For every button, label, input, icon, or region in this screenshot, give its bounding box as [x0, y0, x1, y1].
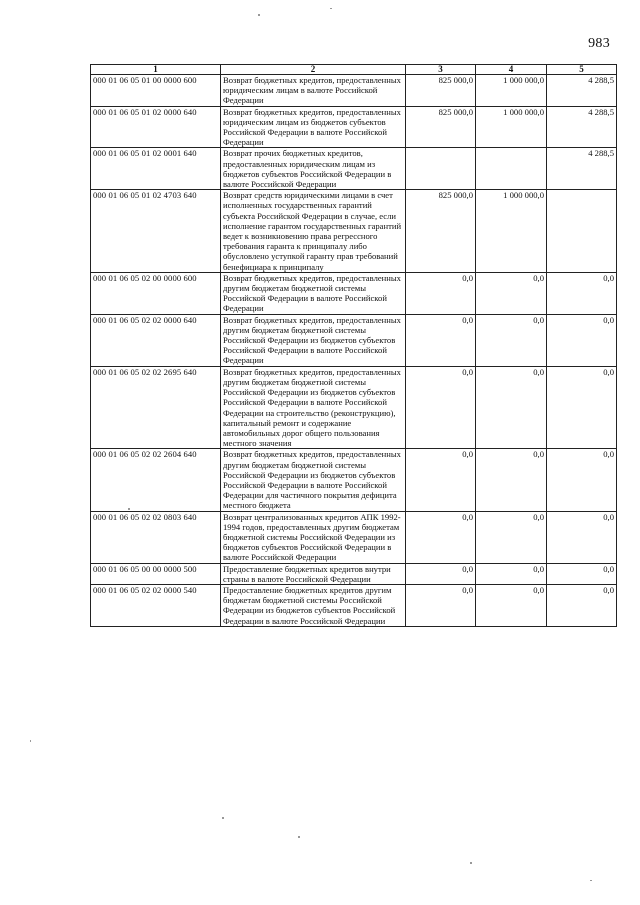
table-row	[91, 272, 617, 314]
budget-code: 000 01 06 05 01 02 0000 640	[91, 106, 221, 148]
budget-item-name: Возврат бюджетных кредитов, предоставленных другим бюджетам бюджетной системы Российской Федерации из бюджетов субъектов Российской Федерации в валюте Российской Федерации для частичного покрытия дефицита местного бюджета	[221, 449, 406, 511]
budget-code: 000 01 06 05 02 02 2604 640	[91, 449, 221, 511]
amount-col-5: 4 288,5	[547, 75, 617, 107]
budget-item-name: Возврат централизованных кредитов АПК 1992-1994 годов, предоставленных другим бюджетам бюджетной системы Российской Федерации из бюджетов субъектов Российской Федерации в валюте Российской Федерации	[221, 511, 406, 563]
scan-speck	[222, 817, 224, 819]
budget-code: 000 01 06 05 02 02 0000 540	[91, 584, 221, 626]
column-header-2: 2	[221, 65, 406, 75]
budget-item-name: Возврат бюджетных кредитов, предоставленных другим бюджетам бюджетной системы Российской Федерации из бюджетов субъектов Российской Федерации в валюте Российской Федерации	[221, 314, 406, 366]
amount-col-3: 825 000,0	[406, 106, 476, 148]
table-row	[91, 511, 617, 563]
scan-speck	[258, 14, 260, 16]
scan-speck	[590, 880, 592, 881]
budget-code: 000 01 06 05 01 00 0000 600	[91, 75, 221, 107]
amount-col-3: 0,0	[406, 511, 476, 563]
table-row	[91, 75, 617, 107]
column-header-3: 3	[406, 65, 476, 75]
scan-speck	[298, 836, 300, 838]
budget-code: 000 01 06 05 01 02 0001 640	[91, 148, 221, 190]
budget-code: 000 01 06 05 02 02 0000 640	[91, 314, 221, 366]
table-row	[91, 366, 617, 449]
amount-col-4: 0,0	[476, 272, 547, 314]
budget-code: 000 01 06 05 02 00 0000 600	[91, 272, 221, 314]
amount-col-5: 0,0	[547, 314, 617, 366]
amount-col-5	[547, 190, 617, 273]
amount-col-3: 825 000,0	[406, 190, 476, 273]
budget-item-name: Возврат бюджетных кредитов, предоставленных другим бюджетам бюджетной системы Российской Федерации в валюте Российской Федерации	[221, 272, 406, 314]
amount-col-4: 0,0	[476, 366, 547, 449]
amount-col-3: 825 000,0	[406, 75, 476, 107]
budget-item-name: Возврат бюджетных кредитов, предоставленных юридическим лицам из бюджетов субъектов Российской Федерации в валюте Российской Федерации	[221, 106, 406, 148]
amount-col-3: 0,0	[406, 314, 476, 366]
amount-col-4: 0,0	[476, 314, 547, 366]
budget-item-name: Возврат бюджетных кредитов, предоставленных юридическим лицам в валюте Российской Федерации	[221, 75, 406, 107]
table-row	[91, 314, 617, 366]
budget-code: 000 01 06 05 02 02 2695 640	[91, 366, 221, 449]
amount-col-3	[406, 148, 476, 190]
budget-item-name: Предоставление бюджетных кредитов другим бюджетам бюджетной системы Российской Федерации из бюджетов субъектов Российской Федерации в валюте Российской Федерации	[221, 584, 406, 626]
amount-col-4: 1 000 000,0	[476, 75, 547, 107]
table-row	[91, 148, 617, 190]
amount-col-4: 0,0	[476, 563, 547, 584]
amount-col-5: 0,0	[547, 511, 617, 563]
amount-col-5: 0,0	[547, 563, 617, 584]
scan-speck	[128, 508, 130, 510]
amount-col-4: 1 000 000,0	[476, 106, 547, 148]
scan-speck	[30, 740, 31, 742]
amount-col-4: 1 000 000,0	[476, 190, 547, 273]
table-row	[91, 190, 617, 273]
amount-col-4	[476, 148, 547, 190]
amount-col-4: 0,0	[476, 511, 547, 563]
budget-item-name: Возврат средств юридическими лицами в счет исполненных государственных гарантий субъекта Российской Федерации в случае, если исполнение гарантом государственных гарантий ведет к возникновению права регрессного требования гаранта к принципалу либо обусловлено уступкой гаранту прав требований бенефициара к принципалу	[221, 190, 406, 273]
amount-col-5: 4 288,5	[547, 148, 617, 190]
budget-code: 000 01 06 05 02 02 0803 640	[91, 511, 221, 563]
amount-col-4: 0,0	[476, 449, 547, 511]
budget-item-name: Возврат прочих бюджетных кредитов, предоставленных юридическим лицам из бюджетов субъектов Российской Федерации в валюте Российской Федерации	[221, 148, 406, 190]
amount-col-5: 0,0	[547, 366, 617, 449]
amount-col-4: 0,0	[476, 584, 547, 626]
amount-col-5: 0,0	[547, 449, 617, 511]
amount-col-5: 4 288,5	[547, 106, 617, 148]
budget-item-name: Возврат бюджетных кредитов, предоставленных другим бюджетам бюджетной системы Российской Федерации из бюджетов субъектов Российской Федерации в валюте Российской Федерации на строительство (реконструкцию), капитальный ремонт и содержание автомобильных дорог общего пользования местного значения	[221, 366, 406, 449]
table-row	[91, 563, 617, 584]
table-header-row	[91, 65, 617, 75]
amount-col-3: 0,0	[406, 584, 476, 626]
budget-item-name: Предоставление бюджетных кредитов внутри страны в валюте Российской Федерации	[221, 563, 406, 584]
amount-col-3: 0,0	[406, 563, 476, 584]
scan-speck	[330, 8, 332, 9]
budget-code: 000 01 06 05 01 02 4703 640	[91, 190, 221, 273]
table-row	[91, 106, 617, 148]
amount-col-5: 0,0	[547, 272, 617, 314]
amount-col-3: 0,0	[406, 449, 476, 511]
table-row	[91, 449, 617, 511]
scan-speck	[470, 862, 472, 864]
page-number: 983	[588, 36, 610, 51]
budget-code: 000 01 06 05 00 00 0000 500	[91, 563, 221, 584]
column-header-4: 4	[476, 65, 547, 75]
budget-table	[90, 64, 617, 627]
amount-col-3: 0,0	[406, 366, 476, 449]
column-header-5: 5	[547, 65, 617, 75]
amount-col-5: 0,0	[547, 584, 617, 626]
table-row	[91, 584, 617, 626]
amount-col-3: 0,0	[406, 272, 476, 314]
column-header-1: 1	[91, 65, 221, 75]
